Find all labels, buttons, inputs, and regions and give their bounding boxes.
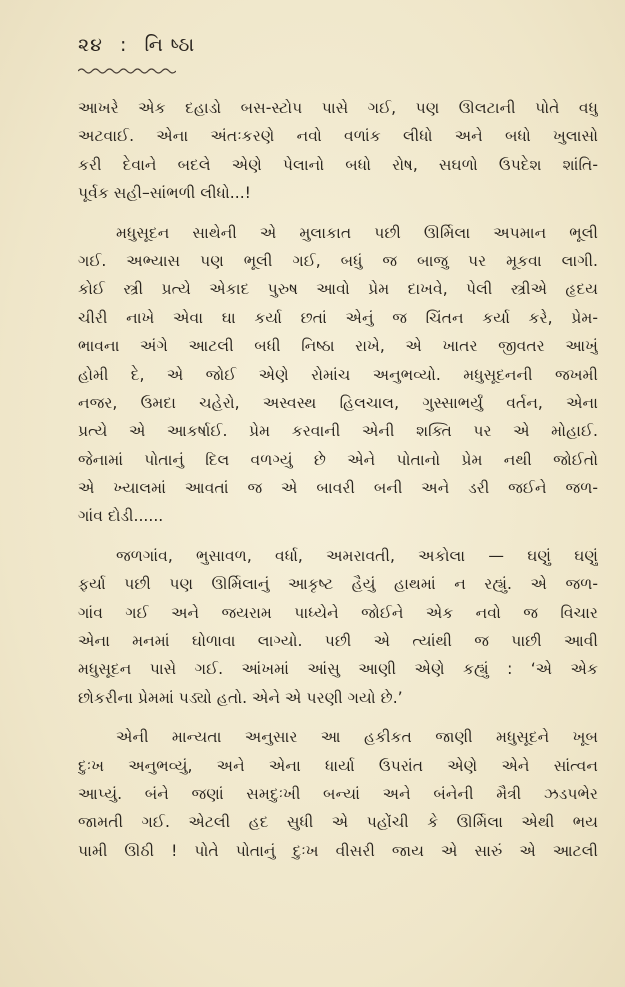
text-line: જળગાંવ, ભુસાવળ, વર્ધા, અમરાવતી, અકોલા — ઘણું ઘણું [116,546,598,565]
text-line: ચીરી નાખે એવા ઘા કર્યા છતાં એનું જ ચિંતન કર્યા કરે, પ્રેમ- [78,308,598,327]
text-line: કરી દેવાને બદલે એણે પેલાનો બધો રોષ, સઘળો ઉપદેશ શાંતિ- [78,155,598,174]
text-line: છોકરીના પ્રેમમાં પડ્યો હતો. એને એ પરણી ગયો છે.’ [78,688,403,707]
text-line: કોઈ સ્ત્રી પ્રત્યે એકાદ પુરુષ આવો પ્રેમ દાખવે, પેલી સ્ત્રીએ હૃદય [78,280,598,299]
text-line: એ ખ્યાલમાં આવતાં જ એ બાવરી બની અને ડરી જઈને જળ- [78,479,598,498]
text-line: જામતી ગઈ. એટલી હદ સુધી એ પહોંચી કે ઊર્મિલા એથી ભય [78,813,598,832]
text-line: ગાંવ ગઈ અને જયરામ પાધ્યેને જોઈને એક નવો જ વિચાર [78,603,598,622]
text-line: દુઃખ અનુભવ્યું, અને એના ધાર્યા ઉપરાંત એણે એને સાંત્વન [78,756,598,775]
text-line: અટવાઈ. એના અંતઃકરણે નવો વળાંક લીધો અને બધો ખુલાસો [78,127,598,146]
paragraph [78,219,598,531]
text-line: ભાવના અંગે આટલી બધી નિષ્ઠા રાખે, એ ખાતર જીવતર આખું [78,337,598,356]
text-line: નજર, ઉમદા ચહેરો, અસ્વસ્થ હિલચાલ, ગુસ્સાભર્યું વર્તન, એના [78,393,598,412]
text-line: આખરે એક દહાડો બસ-સ્ટોપ પાસે ગઈ, પણ ઊલટાની પોતે વધુ [78,99,598,117]
text-line: હોમી દે, એ જોઈ એણે રોમાંચ અનુભવ્યો. મધુસૂદનની જખમી [78,365,598,384]
page-header [78,34,195,56]
text-line: આપ્યું. બંને જણાં સમદુઃખી બન્યાં અને બંનેની મૈત્રી ઝડપભેર [78,784,598,803]
page-number: ૨૪ [78,34,103,56]
text-line: પ્રત્યે એ આકર્ષાઈ. પ્રેમ કરવાની એની શક્તિ પર એ મોહાઈ. [78,422,598,441]
text-line: મધુસૂદન સાથેની એ મુલાકાત પછી ઊર્મિલા અપમાન ભૂલી [116,223,598,242]
text-line: જેનામાં પોતાનું દિલ વળગ્યું છે એને પોતાનો પ્રેમ નથી જોઈતો [78,450,598,469]
text-line: પૂર્વક સહી–સાંભળી લીધો...! [78,184,251,203]
ornamental-underline [78,66,176,76]
text-line: પામી ઊઠી ! પોતે પોતાનું દુઃખ વીસરી જાય એ સારું એ આટલી [78,841,598,860]
text-line: ગાંવ દોડી...... [78,507,164,526]
paragraph [78,542,598,712]
text-line: મધુસૂદન પાસે ગઈ. આંખમાં આંસુ આણી એણે કહ્યું : ‘એ એક [78,660,598,679]
text-line: ફર્યા પછી પણ ઊર્મિલાનું આકૃષ્ટ હૈયું હાથમાં ન રહ્યું. એ જળ- [78,575,598,594]
body-text [78,94,598,865]
text-line: એના મનમાં ઘોળાવા લાગ્યો. પછી એ ત્યાંથી જ પાછી આવી [78,632,598,651]
text-line: ગઈ. અભ્યાસ પણ ભૂલી ગઈ, બધું જ બાજુ પર મૂકવા લાગી. [78,251,598,270]
chapter-title: નિ ષ્ઠા [144,34,196,56]
paragraph [78,723,598,865]
paragraph [78,94,598,208]
text-line: એની માન્યતા અનુસાર આ હકીકત જાણી મધુસૂદને ખૂબ [116,728,598,747]
header-separator: : [119,34,128,56]
